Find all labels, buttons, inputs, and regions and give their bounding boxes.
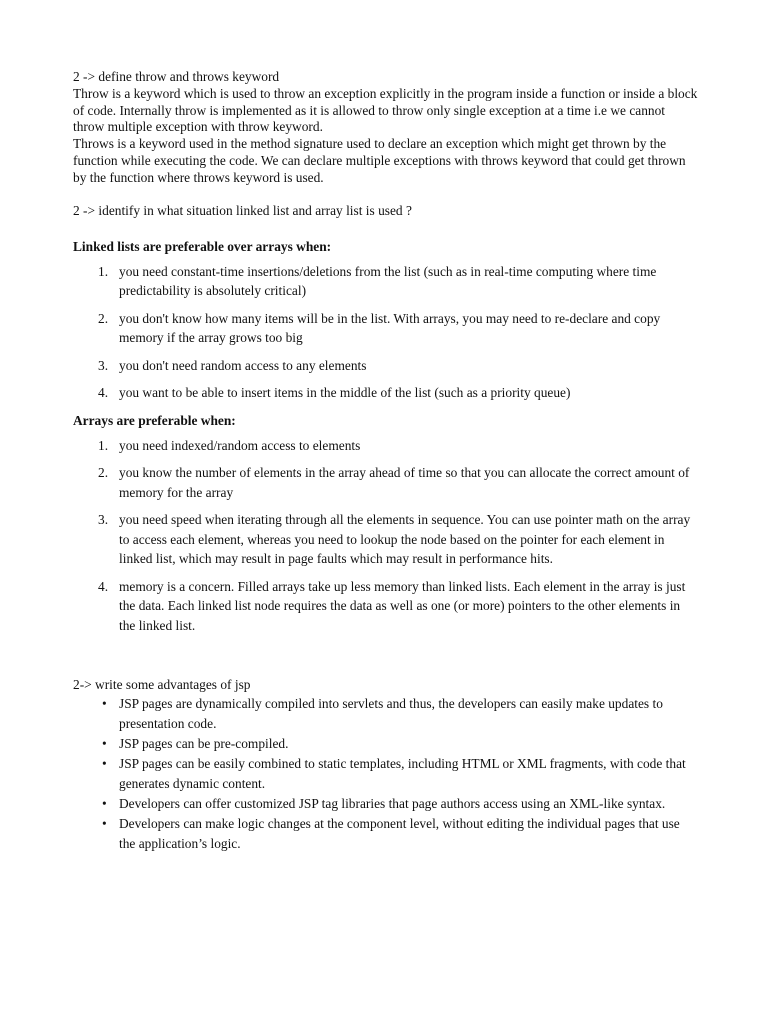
bullet-icon: • — [102, 756, 107, 772]
list-item — [98, 309, 698, 348]
list-item-text: you don't need random access to any elements — [119, 357, 367, 373]
list-item — [102, 754, 698, 794]
list-item — [98, 463, 698, 502]
list-item-text: JSP pages can be easily combined to static templates, including HTML or XML fragments, with code that generates dynamic content. — [119, 756, 686, 792]
list-number: 2. — [98, 310, 109, 326]
list-number: 3. — [98, 512, 109, 528]
list-item-text: you know the number of elements in the array ahead of time so that you can allocate the correct amount of memory for the array — [119, 465, 690, 500]
bullet-icon: • — [102, 796, 107, 812]
list-item-text: you need constant-time insertions/deletions from the list (such as in real-time computing where time predictability is absolutely critical) — [119, 263, 657, 299]
section-title-lists: 2 -> identify in what situation linked list and array list is used ? — [73, 203, 412, 219]
linked-lists-reasons — [73, 262, 698, 403]
list-item-text: you want to be able to insert items in the middle of the list (such as a priority queue) — [119, 385, 571, 401]
list-number: 4. — [98, 578, 109, 594]
list-item — [98, 436, 698, 456]
list-item — [98, 383, 698, 403]
list-item-text: JSP pages can be pre-compiled. — [119, 736, 289, 752]
list-item-text: memory is a concern. Filled arrays take up less memory than linked lists. Each element in the array is just the data. Each linked list node requires the data as well as one (or more) pointers to the other elements in the linked list. — [119, 578, 686, 633]
list-item — [102, 694, 698, 734]
list-item — [98, 356, 698, 376]
list-item-text: you need indexed/random access to elements — [119, 437, 361, 453]
list-number: 4. — [98, 385, 109, 401]
document-page — [73, 69, 698, 854]
list-number: 2. — [98, 465, 109, 481]
section-title-jsp: 2-> write some advantages of jsp — [73, 677, 251, 693]
section-title-throw: 2 -> define throw and throws keyword — [73, 69, 280, 84]
list-item — [98, 577, 698, 636]
list-item-text: you don't know how many items will be in the list. With arrays, you may need to re-declare and copy memory if the array grows too big — [119, 310, 661, 346]
list-item-text: you need speed when iterating through all the elements in sequence. You can use pointer math on the array to access each element, whereas you need to lookup the node based on the pointer for each element in linked list, which may result in page faults which may result in performance hits. — [119, 512, 691, 567]
list-number: 1. — [98, 263, 109, 279]
arrays-heading: Arrays are preferable when: — [73, 412, 236, 428]
list-number: 3. — [98, 357, 109, 373]
bullet-icon: • — [102, 696, 107, 712]
list-item-text: Developers can offer customized JSP tag libraries that page authors access using an XML-like syntax. — [119, 796, 666, 812]
throw-definition: Throw is a keyword which is used to throw an exception explicitly in the program inside a function or inside a block of code. Internally throw is implemented as it is allowed to throw only single exception at a time i.e we cannot throw multiple exception with throw keyword. — [73, 85, 698, 135]
arrays-reasons — [73, 436, 698, 636]
list-item — [98, 262, 698, 301]
list-item — [102, 734, 698, 754]
bullet-icon: • — [102, 736, 107, 752]
list-item — [98, 510, 698, 569]
list-item-text: JSP pages are dynamically compiled into servlets and thus, the developers can easily make updates to presentation code. — [119, 696, 663, 732]
list-number: 1. — [98, 437, 109, 453]
throws-definition: Throws is a keyword used in the method signature used to declare an exception which might get thrown by the function while executing the code. We can declare multiple exceptions with throws keyword that could get thrown by the function where throws keyword is used. — [73, 136, 686, 185]
list-item-text: Developers can make logic changes at the component level, without editing the individual pages that use the application’s logic. — [119, 816, 680, 852]
list-item — [102, 814, 698, 854]
jsp-advantages-list — [73, 694, 698, 854]
bullet-icon: • — [102, 816, 107, 832]
linked-lists-heading: Linked lists are preferable over arrays when: — [73, 238, 332, 254]
list-item — [102, 794, 698, 814]
section-spacer — [73, 643, 698, 677]
